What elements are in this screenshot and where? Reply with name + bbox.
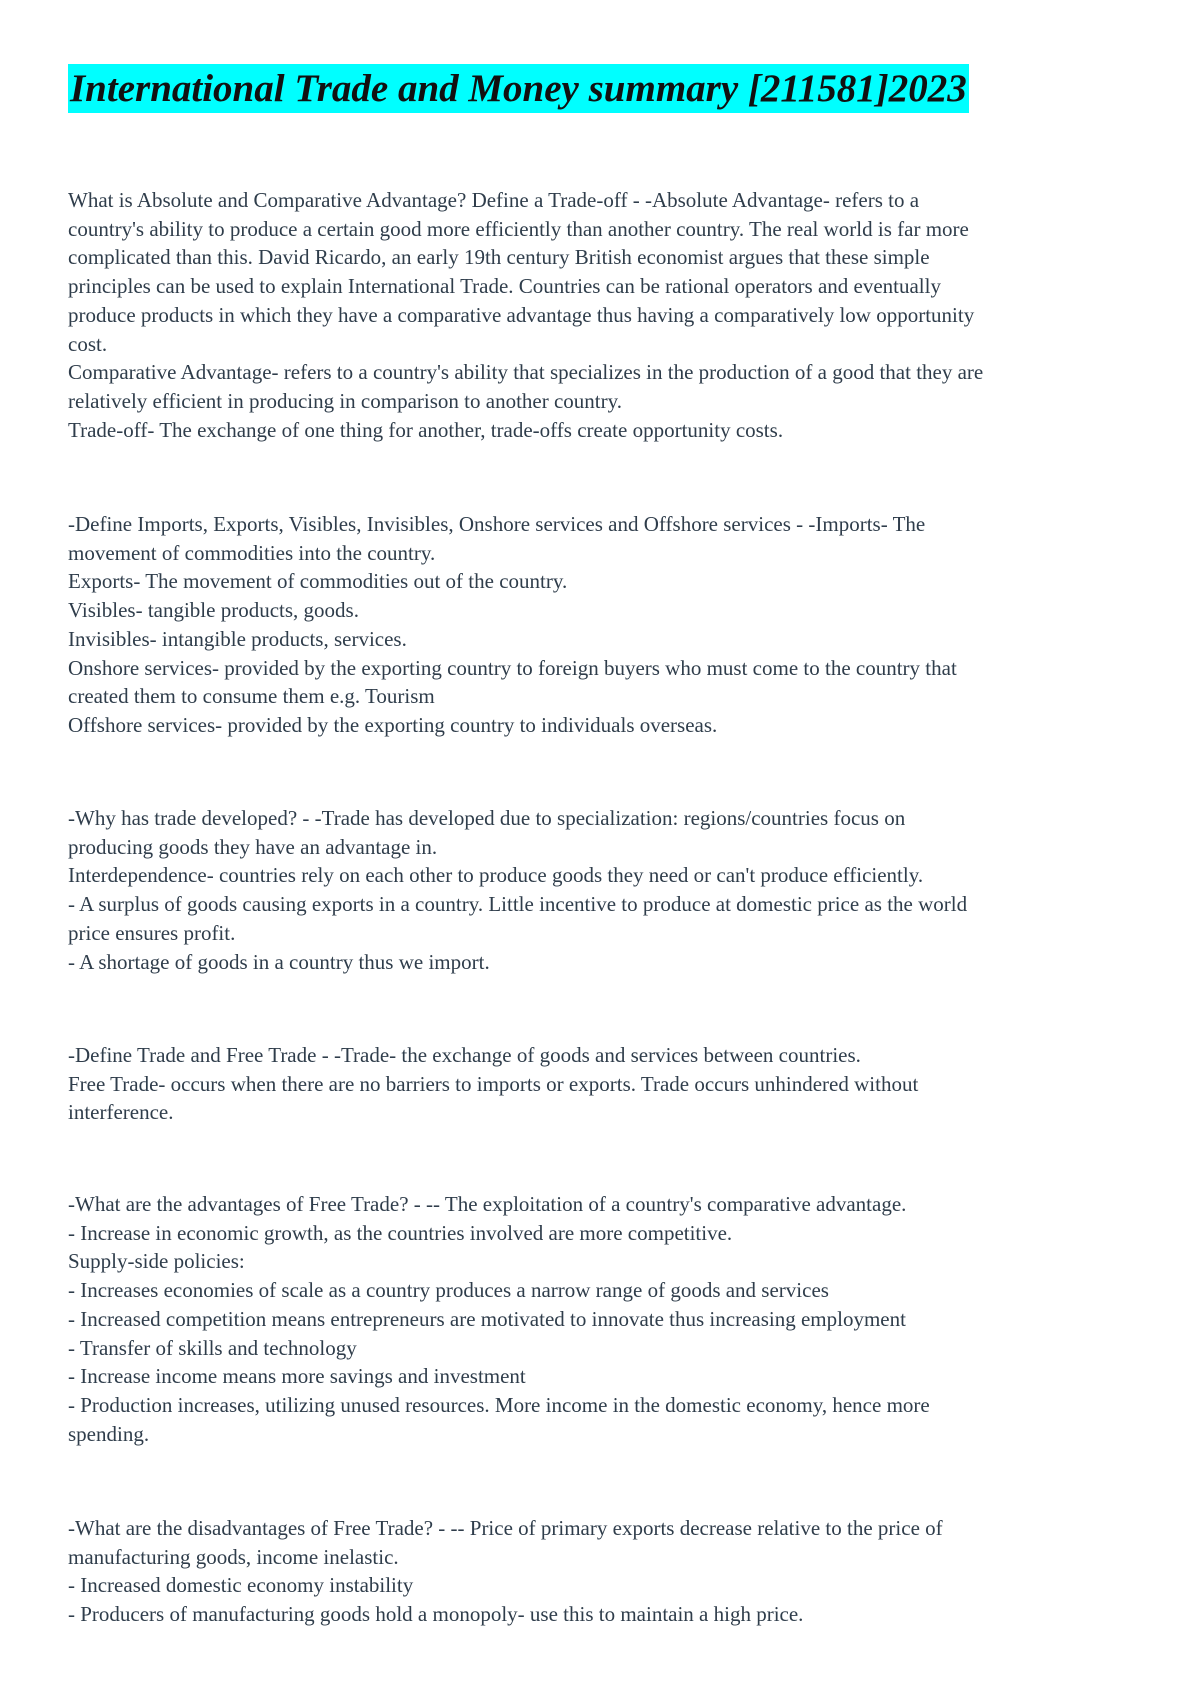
document-title: International Trade and Money summary [211581]2023 — [68, 64, 969, 113]
text-line: complicated than this. David Ricardo, an early 19th century British economist argues that these simple — [68, 245, 930, 270]
text-line: - Increases economies of scale as a country produces a narrow range of goods and services — [68, 1278, 829, 1303]
text-line: Trade-off- The exchange of one thing for another, trade-offs create opportunity costs. — [68, 417, 784, 442]
text-line: -What are the advantages of Free Trade? - -- The exploitation of a country's comparative advantage. — [68, 1192, 907, 1216]
text-line: - A surplus of goods causing exports in a country. Little incentive to produce at domestic price as the world — [68, 892, 968, 917]
text-line: interference. — [68, 1100, 174, 1125]
text-line: relatively efficient in producing in comparison to another country. — [68, 388, 622, 413]
section-free-trade-disadvantages — [68, 1514, 1128, 1629]
text-line: Comparative Advantage- refers to a country's ability that specializes in the production of a good that they are — [68, 360, 984, 385]
text-line: Onshore services- provided by the exporting country to foreign buyers who must come to the country that — [68, 655, 957, 680]
text-line: spending. — [68, 1421, 150, 1446]
text-line: - Production increases, utilizing unused resources. More income in the domestic economy, hence more — [68, 1392, 930, 1417]
text-line: - Producers of manufacturing goods hold a monopoly- use this to maintain a high price. — [68, 1602, 804, 1627]
text-line: price ensures profit. — [68, 920, 236, 945]
text-line: - Increase income means more savings and investment — [68, 1364, 526, 1389]
text-line: - Transfer of skills and technology — [68, 1335, 357, 1360]
text-line: What is Absolute and Comparative Advantage? Define a Trade-off - -Absolute Advantage- refers to a — [68, 188, 920, 212]
text-line: Exports- The movement of commodities out of the country. — [68, 569, 568, 594]
text-line: -Define Trade and Free Trade - -Trade- the exchange of goods and services between countries. — [68, 1043, 861, 1067]
text-line: - A shortage of goods in a country thus we import. — [68, 949, 490, 974]
section-absolute-comparative-advantage — [68, 186, 1128, 444]
text-line: - Increased competition means entrepreneurs are motivated to innovate thus increasing employment — [68, 1306, 906, 1331]
text-line: Interdependence- countries rely on each other to produce goods they need or can't produce efficiently. — [68, 863, 924, 888]
text-line: - Increase in economic growth, as the countries involved are more competitive. — [68, 1220, 733, 1245]
text-line: principles can be used to explain International Trade. Countries can be rational operators and eventually — [68, 274, 941, 299]
section-why-trade-developed — [68, 804, 1128, 976]
text-line: Visibles- tangible products, goods. — [68, 598, 359, 623]
text-line: - Increased domestic economy instability — [68, 1573, 414, 1598]
section-trade-free-trade — [68, 1041, 1128, 1127]
text-line: Supply-side policies: — [68, 1249, 245, 1274]
section-free-trade-advantages — [68, 1190, 1128, 1448]
text-line: -Why has trade developed? - -Trade has developed due to specialization: regions/countries focus on — [68, 806, 906, 830]
text-line: Invisibles- intangible products, services. — [68, 626, 407, 651]
section-imports-exports — [68, 510, 1128, 740]
text-line: produce products in which they have a comparative advantage thus having a comparatively low opportunity — [68, 302, 975, 327]
text-line: created them to consume them e.g. Tourism — [68, 684, 435, 709]
text-line: movement of commodities into the country. — [68, 540, 436, 565]
text-line: -Define Imports, Exports, Visibles, Invisibles, Onshore services and Offshore services - -Imports- The — [68, 512, 926, 536]
text-line: Offshore services- provided by the exporting country to individuals overseas. — [68, 712, 718, 737]
text-line: manufacturing goods, income inelastic. — [68, 1544, 399, 1569]
text-line: country's ability to produce a certain good more efficiently than another country. The real world is far more — [68, 216, 969, 241]
text-line: producing goods they have an advantage in. — [68, 834, 438, 859]
text-line: cost. — [68, 331, 108, 356]
text-line: Free Trade- occurs when there are no barriers to imports or exports. Trade occurs unhindered without — [68, 1071, 919, 1096]
text-line: -What are the disadvantages of Free Trade? - -- Price of primary exports decrease relative to the price of — [68, 1516, 943, 1540]
